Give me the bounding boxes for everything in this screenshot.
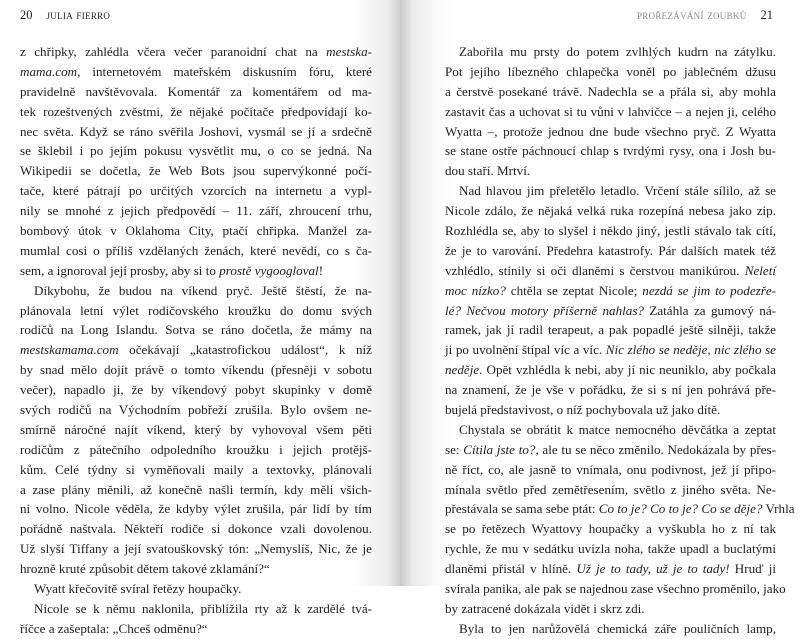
text-line: a čerstvě posekané trávě. Nadechla se a přála si, aby mohla xyxy=(445,83,776,99)
text-line: zastavit čas a uchovat si tu vůni v lahvičce – a nejen ji, celého xyxy=(445,103,776,119)
text-line: lé? Nečvou motory příšerně nahlas? Zatáhla za gumový ná- xyxy=(445,302,776,318)
text-line: hrozně kruté způsobit dětem takové zklamání?“ xyxy=(20,561,270,577)
text-line: svých rodičů na Východním pobřeží zrušila. Bylo ovšem ne- xyxy=(20,402,372,418)
text-line: svírala panika, ale pak se najednou zase všechno proměnilo, jako xyxy=(445,581,786,597)
text-line: ně říct, co, ale jasně to vnímala, onu podivnost, jež jí připo- xyxy=(445,461,776,477)
left-page-text xyxy=(20,42,372,639)
text-line: kům. Celé týdny si vyměňovali maily a textovky, plánovali xyxy=(20,461,372,477)
text-line: a zase plány měnili, až konečně našli termín, kdy měli všich- xyxy=(20,481,372,497)
text-line: Wyatta –, protože jednou dne bude všechno pryč. Z Wyatta xyxy=(445,123,776,139)
text-line: nec světa. Když se ráno svěřila Joshovi, vysmál se jí a srdečně xyxy=(20,123,372,139)
text-line: by zatracené dokázala vidět i skrz zdi. xyxy=(445,600,645,616)
text-line: ji po uvolnění štípal víc a víc. Nic zlého se neděje, nic zlého se xyxy=(445,342,776,358)
text-line: dou staří. Mrtví. xyxy=(445,163,531,179)
text-line: Nad hlavou jim přeletělo letadlo. Vrčení stále sílilo, až se xyxy=(459,183,776,199)
text-line: pravidelně navštěvovala. Komentář za komentářem od ma- xyxy=(20,83,372,99)
left-page-number: 20 xyxy=(20,8,33,22)
text-line: se stane ostře páchnoucí chlap s tvrdými rysy, ona i Josh bu- xyxy=(445,143,776,159)
text-line: Chystala se obrátit k matce nemocného děvčátka a zeptat xyxy=(459,421,776,437)
text-line: ramek, jak jí radil terapeut, a pak popadlé ještě silněji, takže xyxy=(445,322,776,338)
right-page xyxy=(400,0,800,636)
left-running-head: julia fierro xyxy=(46,8,111,22)
text-line: Nicole zdálo, že nějaká velká ruka rozepíná nebesa jako zip. xyxy=(445,203,776,219)
right-page-number: 21 xyxy=(760,8,773,22)
text-line: Pot jejího líbezného chlapečka voněl po jablečném džusu xyxy=(445,63,776,79)
text-line: Zabořila mu prsty do potem zvlhlých kudrn na zátylku. xyxy=(459,44,776,59)
text-line: mínala světlo před zemětřesením, světlo z jiného světa. Ne- xyxy=(445,481,776,497)
right-running-head: prořezávání zoubků xyxy=(636,8,747,22)
text-line: Wikipedii se dočetla, že Web Bots jsou supervýkonné počí- xyxy=(20,163,372,179)
text-line: dlaněmi přistál v hlíně. Už je to tady, už je to tady! Hruď ji xyxy=(445,561,776,577)
text-line: Wyatt křečovitě svíral řetězy houpačky. xyxy=(34,581,242,597)
text-line: z chřipky, zahlédla včera večer paranoidní chat na mestska- xyxy=(20,44,372,59)
text-line: rychle, že mu v sedátku uvízla noha, takže upadl a buclatými xyxy=(445,541,776,557)
text-line: moc nízko? chtěla se zeptat Nicole; nezdá se jim to podezře- xyxy=(445,282,776,298)
text-line: Díkybohu, že budou na víkend pryč. Ještě štěstí, že na- xyxy=(34,282,372,298)
text-line: smírně náročné najít víkend, který by vyhovoval všem pěti xyxy=(20,421,372,437)
text-line: by snad mělo dojít právě o tomto víkendu (přesněji v sobotu xyxy=(20,362,372,378)
right-page-header xyxy=(637,8,773,23)
left-page-header xyxy=(20,8,110,23)
text-line: se: Cítila jste to?, ale tu se něco změnilo. Nedokázala by přes- xyxy=(445,441,776,457)
text-line: sem, a ignoroval její prosby, aby si to prostě vygoogloval! xyxy=(20,262,324,278)
right-page-text xyxy=(445,42,795,639)
text-line: Byla to jen narůžovělá chemická záře pouličních lamp, xyxy=(459,620,776,636)
text-line: že je to varování. Předehra katastrofy. Pár dalších matek též xyxy=(445,242,776,258)
text-line: přestávala se sama sebe ptát: Co to je? Co to je? Co se děje? Vrhla xyxy=(445,501,795,517)
text-line: Nicole se k němu naklonila, přiblížila rty až k zardělé tvá- xyxy=(34,600,372,616)
text-line: rodičům z pátečního odpoledního kroužku i jejich protějš- xyxy=(20,441,372,457)
text-line: vzhlédlo, stínily si oči dlaněmi s čerstvou manikúrou. Neletí xyxy=(445,262,776,278)
text-line: na znamení, že je vše v pořádku, že si s ní jen pohrává pře- xyxy=(445,382,776,398)
text-line: plánovala letní výlet rodičovského kroužku do domu svých xyxy=(20,302,372,318)
text-line: neděje. Opět vzhlédla k nebi, aby jí nic neuniklo, aby počkala xyxy=(445,362,776,378)
text-line: bombový útok v Oklahoma City, ptačí chřipka. Manžel za- xyxy=(20,223,372,239)
left-page xyxy=(0,0,400,636)
text-line: se šklebil i po jejím pokusu vysvětlit mu, o co se jedná. Na xyxy=(20,143,372,159)
text-line: tače, které pátrají po určitých vzorcích na internetu a vypl- xyxy=(20,183,372,199)
text-line: mumlal cosi o příliš vzdělaných ženách, které nevědí, co s ča- xyxy=(20,242,372,258)
text-line: Už slyší Tiffany a její svatouškovský tón: „Nemyslíš, Nic, že je xyxy=(20,541,372,557)
text-line: večer), napadlo ji, že by víkendový pobyt skupinky v domě xyxy=(20,382,372,398)
text-line: říčce a zašeptala: „Chceš odměnu?“ xyxy=(20,620,208,636)
text-line: se po řetězech Wyattovy houpačky a vyškubla ho z ní tak xyxy=(445,521,776,537)
text-line: rodičů na Long Islandu. Sotva se ráno dočetla, že mámy na xyxy=(20,322,372,338)
text-line: Rozhlédla se, aby to slyšel i někdo jiný, jestli stávalo tak cítí, xyxy=(445,223,776,239)
text-line: tek rozeštvených zvěstmi, že nějaké počítače předpovídají ko- xyxy=(20,103,372,119)
text-line: ni volno. Nicole věděla, že kdyby výlet zrušila, pár lidí by tím xyxy=(20,501,372,517)
text-line: pořádně naštvala. Někteří rodiče si dokonce vzali dovolenou. xyxy=(20,521,372,537)
text-line: bujelá představivost, o níž pochybovala už jako dítě. xyxy=(445,402,721,418)
text-line: nily se mnohé z jejich předpovědí – 11. září, zhroucení trhu, xyxy=(20,203,372,219)
text-line: mama.com, internetovém mateřském diskusním fóru, které xyxy=(20,63,372,79)
text-line: mestskamama.com očekávají „katastrofickou událost“, k níž xyxy=(20,342,372,358)
